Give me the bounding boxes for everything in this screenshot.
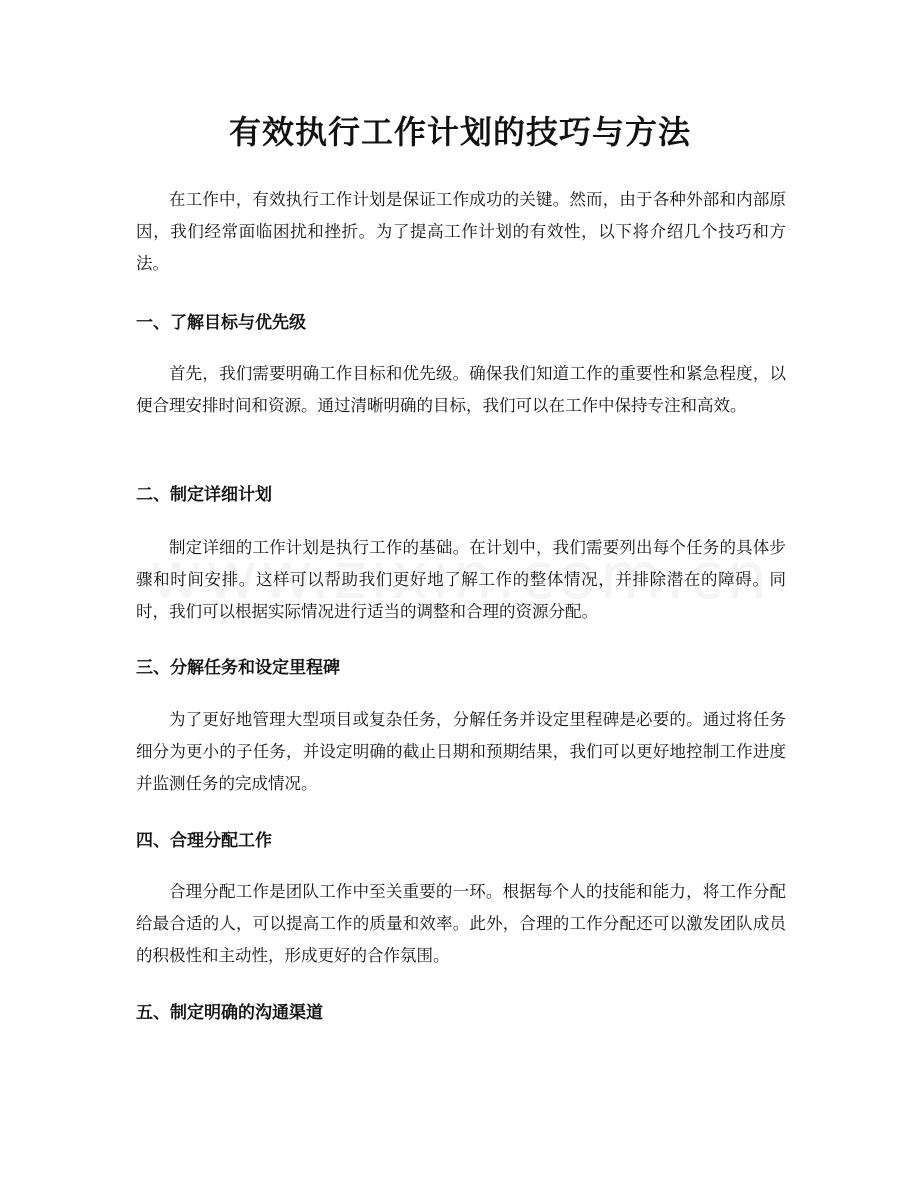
section-3-heading: 三、分解任务和设定里程碑 [136,658,340,678]
document-title: 有效执行工作计划的技巧与方法 [228,113,691,151]
section-1-paragraph: 首先，我们需要明确工作目标和优先级。确保我们知道工作的重要性和紧急程度，以便合理安排时间和资源。通过清晰明确的目标，我们可以在工作中保持专注和高效。 [136,364,786,415]
intro-paragraph: 在工作中，有效执行工作计划是保证工作成功的关键。然而，由于各种外部和内部原因，我们经常面临困扰和挫折。为了提高工作计划的有效性，以下将介绍几个技巧和方法。 [136,190,786,273]
section-3-paragraph: 为了更好地管理大型项目或复杂任务，分解任务并设定里程碑是必要的。通过将任务细分为更小的子任务，并设定明确的截止日期和预期结果，我们可以更好地控制工作进度并监测任务的完成情况。 [136,710,786,793]
section-5-heading: 五、制定明确的沟通渠道 [136,1003,323,1023]
section-2-heading: 二、制定详细计划 [136,485,272,505]
section-4-paragraph: 合理分配工作是团队工作中至关重要的一环。根据每个人的技能和能力，将工作分配给最合适的人，可以提高工作的质量和效率。此外，合理的工作分配还可以激发团队成员的积极性和主动性，形成更好的合作氛围。 [136,882,786,965]
section-1-heading: 一、了解目标与优先级 [136,313,306,333]
section-4-heading: 四、合理分配工作 [136,831,272,851]
section-2-paragraph: 制定详细的工作计划是执行工作的基础。在计划中，我们需要列出每个任务的具体步骤和时间安排。这样可以帮助我们更好地了解工作的整体情况，并排除潜在的障碍。同时，我们可以根据实际情况进行适当的调整和合理的资源分配。 [136,538,786,621]
